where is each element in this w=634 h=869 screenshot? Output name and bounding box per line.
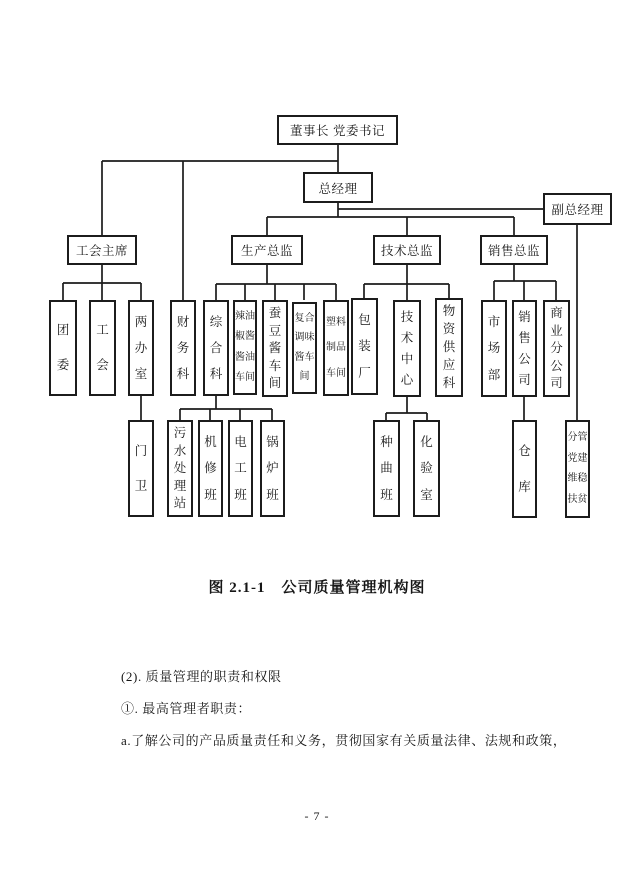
org-node-party-duties: 分管 党建 维稳 扶贫 bbox=[565, 420, 590, 518]
org-node-electrician-team: 电 工 班 bbox=[228, 420, 253, 517]
org-node-general-manager: 总经理 bbox=[303, 172, 373, 203]
paragraph-item-a: a.了解公司的产品质量责任和义务，贯彻国家有关质量法律、法规和政策， bbox=[121, 733, 567, 748]
org-node-sales-company: 销 售 公 司 bbox=[512, 300, 537, 397]
org-node-chairman: 董事长 党委书记 bbox=[277, 115, 398, 145]
org-node-sales-director: 销售总监 bbox=[480, 235, 548, 265]
org-node-youth-league: 团 委 bbox=[49, 300, 77, 396]
org-node-market-dept: 市 场 部 bbox=[481, 300, 507, 397]
paragraph-responsibilities-heading: (2). 质量管理的职责和权限 bbox=[121, 669, 282, 684]
org-node-packaging-factory: 包 装 厂 bbox=[351, 298, 378, 395]
org-node-technical-director: 技术总监 bbox=[373, 235, 441, 265]
org-node-production-director: 生产总监 bbox=[231, 235, 303, 265]
org-node-union-chairman: 工会主席 bbox=[67, 235, 137, 265]
figure-caption: 图 2.1-1 公司质量管理机构图 bbox=[208, 580, 426, 596]
page-number: - 7 - bbox=[304, 809, 330, 823]
org-node-warehouse: 仓 库 bbox=[512, 420, 537, 518]
org-node-laboratory: 化 验 室 bbox=[413, 420, 440, 517]
org-node-general-section: 综 合 科 bbox=[203, 300, 229, 396]
org-node-commercial-branch: 商 业 分 公 司 bbox=[543, 300, 570, 397]
org-node-compound-sauce-workshop: 复合 调味 酱车 间 bbox=[292, 302, 317, 394]
org-node-koji-team: 种 曲 班 bbox=[373, 420, 400, 517]
org-node-gate-guard: 门 卫 bbox=[128, 420, 154, 517]
org-node-boiler-team: 锅 炉 班 bbox=[260, 420, 285, 517]
org-node-finance-section: 财 务 科 bbox=[170, 300, 196, 396]
org-node-material-supply: 物 资 供 应 科 bbox=[435, 298, 463, 397]
org-node-deputy-general-manager: 副总经理 bbox=[543, 193, 612, 225]
org-node-labor-union: 工 会 bbox=[89, 300, 116, 396]
paragraph-top-management-heading: ①. 最高管理者职责： bbox=[121, 701, 252, 716]
org-node-broad-bean-workshop: 蚕 豆 酱 车 间 bbox=[262, 300, 288, 397]
org-node-plastic-workshop: 塑料 制品 车间 bbox=[323, 300, 349, 396]
org-node-chili-soy-workshop: 辣油 椒酱 酱油 车间 bbox=[233, 300, 257, 395]
org-node-technical-center: 技 术 中 心 bbox=[393, 300, 421, 397]
org-node-two-offices: 两 办 室 bbox=[128, 300, 154, 396]
org-node-sewage-station: 污 水 处 理 站 bbox=[167, 420, 193, 517]
org-node-machine-repair-team: 机 修 班 bbox=[198, 420, 223, 517]
